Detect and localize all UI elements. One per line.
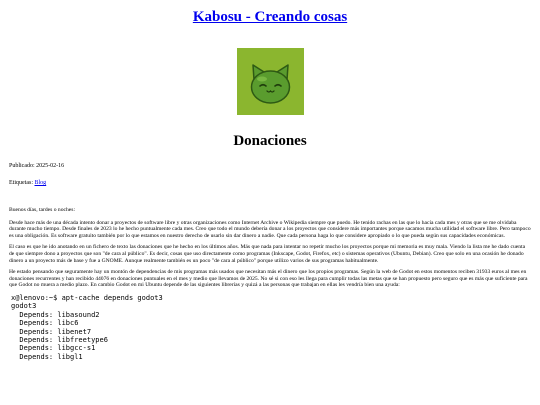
paragraph-2: El caso es que he ido anotando en un fichero de texto las donaciones que he hecho en los últimos años. Más que nada para intentar no repetir mucho los proyectos porque mi memoria es muy mala. Viendo la lista me he dado cuenta de que siempre dono a proyectos que son "de cara al público". Es decir, cosas que uso directamente como programas (Inkscape, Godot, Firefox, etc) o sistemas operativos (Ubuntu, Debian). Creo que solo en una ocasión he donado dinero a un proyecto más de base y fue a GNOME. Aunque realmente también es un poco "de cara al público" porque utilizo varios de sus programas habitualmente.	[9, 244, 526, 264]
site-logo	[237, 48, 304, 115]
tags-label: Etiquetas:	[9, 180, 33, 186]
paragraph-3: He estado pensando que seguramente hay un montón de dependencias de mis programas más usados que necesitan más el dinero que los propios programas. Según la web de Godot en estos momentos reciben 31933 euros al mes en donaciones recurrentes y han recibido 44076 en donaciones puntuales en el mes y medio que llevamos de 2025. No sé si con eso les llega para cumplir todas las metas que se han propuesto pero seguro que es más que suficiente para que Godot no muera a medio plazo. En cambio Godot en mi Ubuntu depende de las siguientes librerías y quizá a las personas que trabajan en ellas les vendría bien una ayuda:	[9, 269, 528, 289]
greeting: Buenos días, tardes o noches:	[9, 207, 76, 213]
cat-face-icon	[237, 48, 304, 115]
published-date: Publicado: 2025-02-16	[9, 163, 65, 169]
tags-line	[9, 179, 540, 187]
post-content	[9, 207, 531, 361]
paragraph-1: Desde hace más de una década intento donar a proyectos de software libre y otras organizaciones como Internet Archive o Wikipedia siempre que puedo. He tenido rachas en las que lo hacía cada mes y otras que se me olvidaba durante mucho tiempo. Desde finales de 2023 lo he hecho puntualmente cada mes. Creo que todo el mundo debería donar a los proyectos que considere más importantes porque sacamos mucha utilidad el software libre. Pero tampoco es una obligación. Es software gratuito también por lo que estamos en nuestro derecho de usarlo sin dar dinero a nadie. Que cada persona haga lo que considere apropiado o lo que pueda según sus capacidades económicas.	[9, 219, 531, 239]
post-title: Donaciones	[233, 133, 307, 149]
code-block: x@lenovo:~$ apt-cache depends godot3 godot3 Depends: libasound2 Depends: libc6 Depends: libenet7 Depends: libfreetype6 Depends: libgcc-s1 Depends: libgl1	[11, 293, 163, 361]
tag-link-blog[interactable]: Blog	[34, 180, 47, 186]
site-title-link[interactable]: Kabosu - Creando cosas	[192, 9, 348, 25]
